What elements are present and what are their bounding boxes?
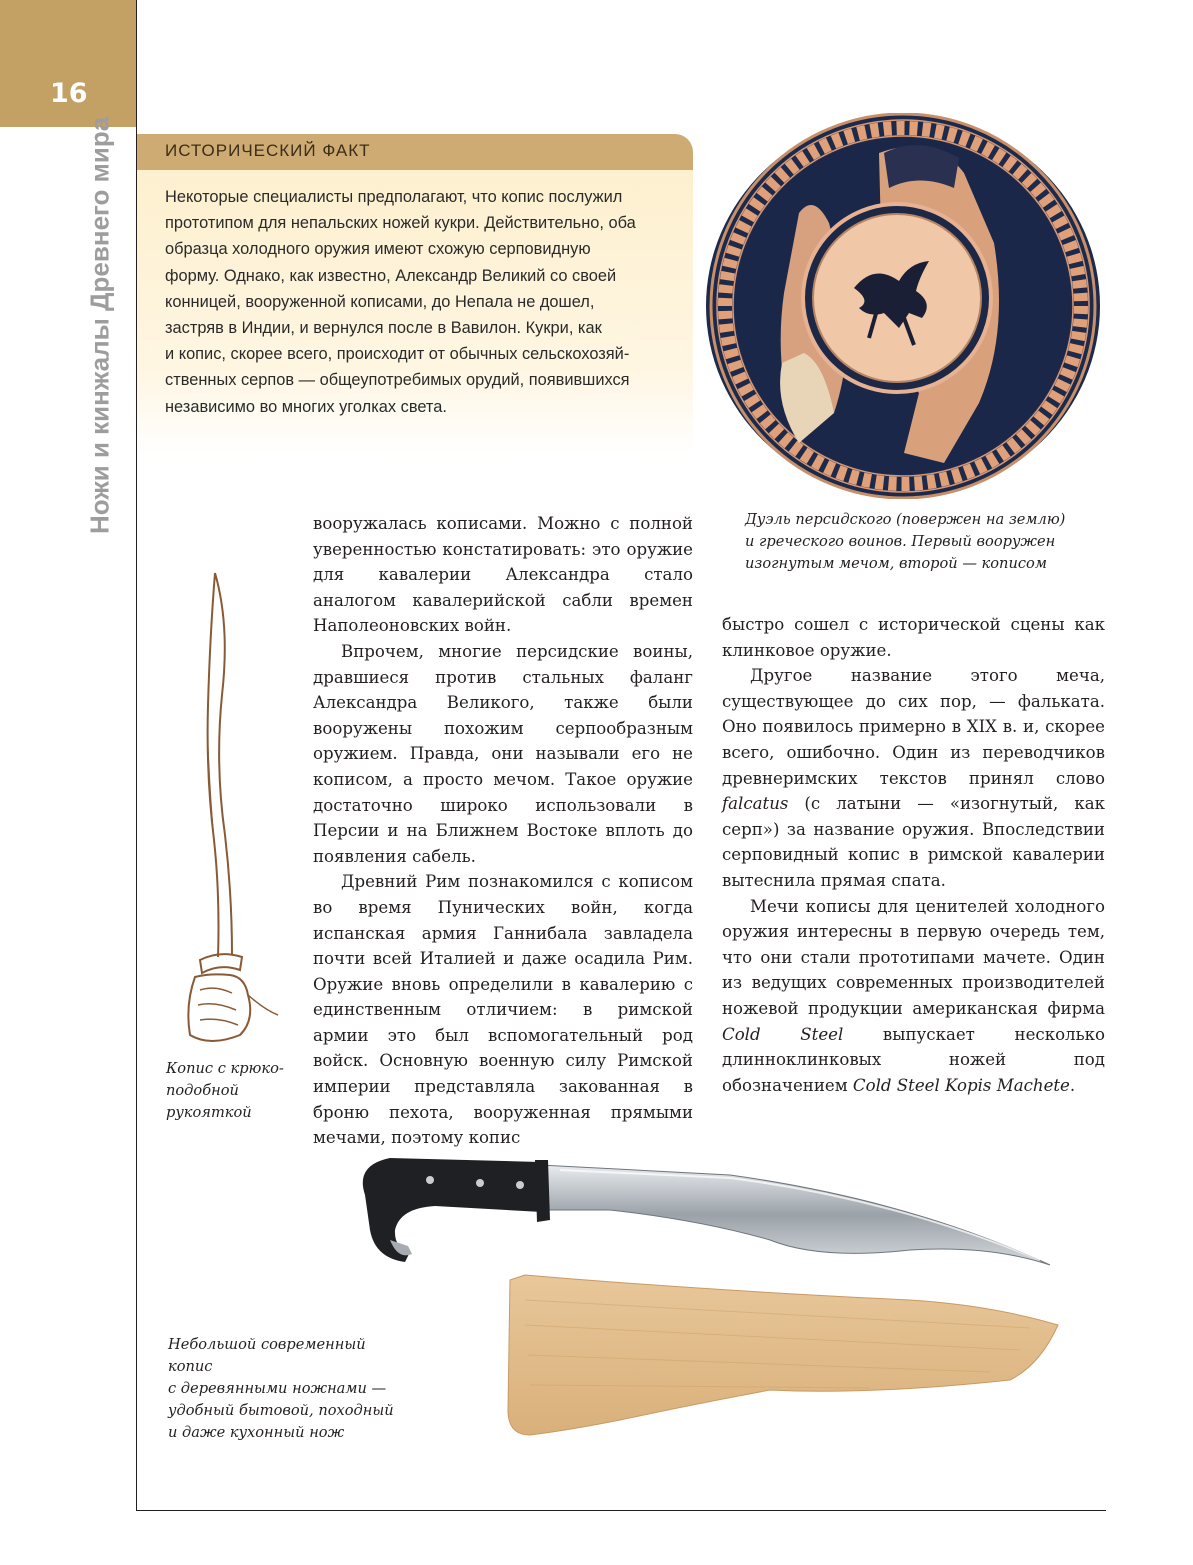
body-column-right [722, 612, 1105, 1098]
caption-line: Копис с крюко- [166, 1060, 284, 1077]
modern-knife-caption [168, 1334, 408, 1444]
kopis-sketch-illustration [170, 565, 280, 1055]
text-run: Мечи кописы для ценителей холодного оружия интересны в первую очередь тем, что они стали прототипами мачете. Один из ведущих современных производителей ножевой продукции американская фирма [722, 896, 1105, 1018]
paragraph: Древний Рим познакомился с кописом во время Пунических войн, когда испанская армия Ганнибала завладела почти всей Италией и даже осадила Рим. Оружие вновь определили в кавалерию с единственным отличием: в римской армии это был вспомогательный род войск. Основную военную силу Римской империи представляла закованная в броню пехота, вооруженная прямыми мечами, поэтому копис [313, 872, 693, 1148]
text-run: . [1069, 1075, 1076, 1095]
caption-line: и греческого воинов. Первый вооружен [745, 533, 1056, 550]
fact-box-text [165, 184, 685, 420]
model-name: Cold Steel Kopis Machete [852, 1075, 1070, 1095]
paragraph: вооружалась кописами. Можно с полной уверенностью констатировать: это оружие для кавалерии Александра стало аналогом кавалерийской сабли времен Наполеоновских войн. [313, 514, 693, 636]
caption-line: Небольшой современный копис [168, 1336, 366, 1375]
fact-box-heading: ИСТОРИЧЕСКИЙ ФАКТ [165, 141, 371, 160]
caption-line: удобный бытовой, походный [168, 1402, 394, 1419]
text-run: Другое название этого меча, существующее до сих пор, — фальката. Оно появилось примерно в XIX в. и, скорее всего, ошибочно. Один из переводчиков древнеримских текстов принял слово [722, 666, 1105, 788]
brand-name: Cold Steel [722, 1024, 844, 1044]
caption-line: рукояткой [166, 1104, 252, 1121]
caption-line: изогнутым мечом, второй — кописом [745, 555, 1047, 572]
greek-plate-illustration [704, 113, 1102, 499]
text-run: выпускает несколько длинноклинковых ножей под обозначением [722, 1024, 1105, 1095]
paragraph [722, 894, 1105, 1099]
caption-line: подобной [166, 1082, 239, 1099]
fact-line: независимо во многих уголках света. [165, 397, 447, 416]
fact-line: форму. Однако, как известно, Александр Великий со своей [165, 266, 617, 285]
running-head: Ножи и кинжалы Древнего мира [84, 116, 115, 534]
fact-line: конницей, вооруженной кописами, до Непала не дошел, [165, 292, 595, 311]
modern-kopis-knife-illustration [350, 1150, 1090, 1520]
caption-line: и даже кухонный нож [168, 1424, 345, 1441]
body-column-left [313, 511, 693, 1151]
running-head-container [76, 116, 124, 565]
text-run: (с латыни — «изогнутый, как серп») за название оружия. Впоследствии серповидный копис в римской кавалерии вытеснила прямая спата. [722, 794, 1105, 890]
kopis-sketch-caption [166, 1058, 306, 1124]
fact-line: ственных серпов — общеупотребимых орудий, появившихся [165, 371, 630, 390]
fact-line: и копис, скорее всего, происходит от обычных сельскохозяй- [165, 345, 630, 364]
latin-term: falcatus [722, 794, 789, 814]
paragraph: быстро сошел с исторической сцены как клинковое оружие. [722, 615, 1105, 660]
fact-line: Некоторые специалисты предполагают, что копис послужил [165, 188, 623, 206]
fact-line: образца холодного оружия имеют схожую серповидную [165, 240, 591, 259]
caption-line: с деревянными ножнами — [168, 1380, 387, 1397]
page-number: 16 [50, 78, 88, 109]
fact-box-header [137, 134, 693, 170]
fact-line: прототипом для непальских ножей кукри. Действительно, оба [165, 214, 636, 233]
bottom-rule [136, 1510, 1106, 1511]
fact-line: застряв в Индии, и вернулся после в Вавилон. Кукри, как [165, 319, 602, 338]
caption-line: Дуэль персидского (повержен на землю) [745, 511, 1066, 528]
paragraph [722, 663, 1105, 893]
paragraph: Впрочем, многие персидские воины, дравшиеся против стальных фаланг Александра Великого, также были вооружены похожим серпообразным оружием. Правда, они называли его не кописом, а просто мечом. Такое оружие достаточно широко использовали в Персии и на Ближнем Востоке вплоть до появления сабель. [313, 641, 693, 866]
plate-caption [745, 509, 1085, 575]
